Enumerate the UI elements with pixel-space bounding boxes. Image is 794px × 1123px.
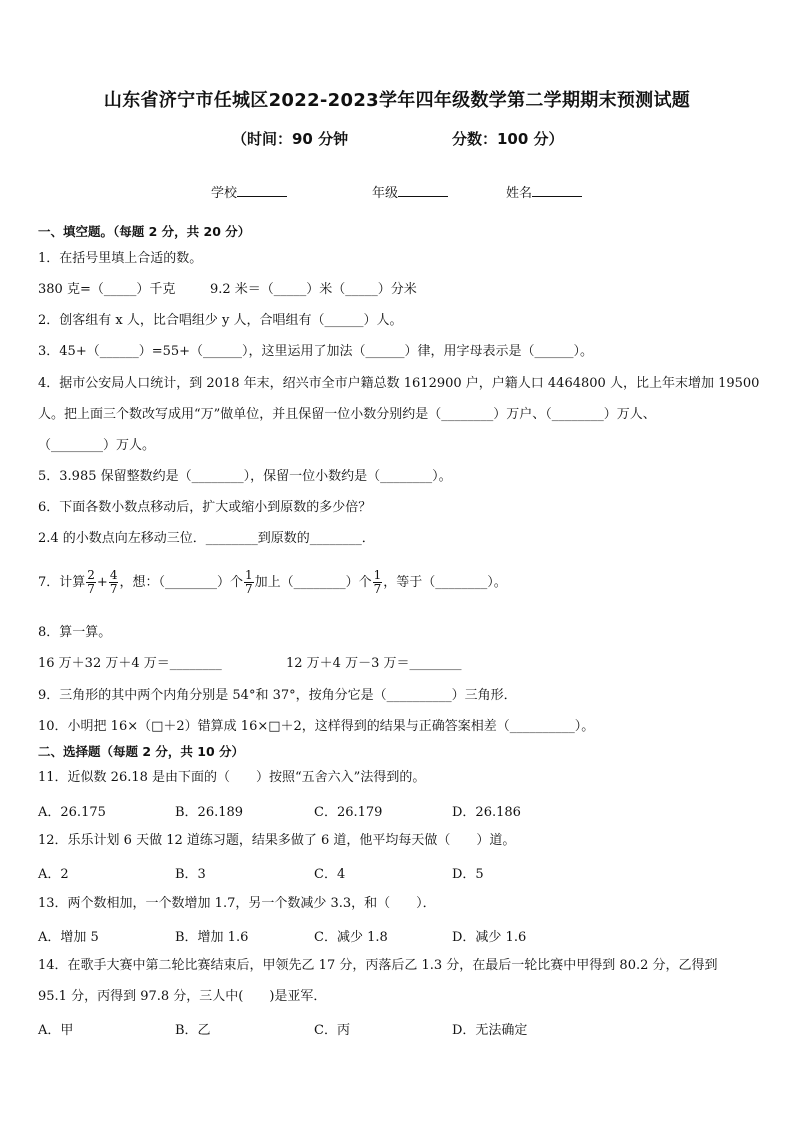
fraction-2-7: $\frac{2}{7}$ [87,568,95,596]
section-2-heading: 二、选择题（每题 2 分，共 10 分） [38,744,245,759]
question-2: 2．创客组有 x 人，比合唱组少 y 人，合唱组有（______）人。 [38,313,403,328]
question-1-stem: 1．在括号里填上合适的数。 [38,251,203,266]
q12-option-a[interactable]: A．2 [38,867,69,882]
question-8-stem: 8．算一算。 [38,625,112,640]
q12-option-b[interactable]: B．3 [175,867,206,882]
fraction-4-7: $\frac{4}{7}$ [109,568,118,596]
question-10: 10．小明把 16×（□＋2）错算成 16×□＋2，这样得到的结果与正确答案相差（__________）。 [38,719,595,734]
q13-option-b[interactable]: B．增加 1.6 [175,930,249,945]
question-7 [38,568,507,598]
q14-option-a[interactable]: A．甲 [38,1023,74,1038]
grade-blank [398,184,448,197]
q7-text-1: 7．计算 [38,575,86,590]
section-1-heading: 一、填空题。（每题 2 分，共 20 分） [38,224,251,239]
question-9: 9．三角形的其中两个内角分别是 54°和 37°，按角分它是（__________）三角形． [38,688,517,703]
q13-option-d[interactable]: D．减少 1.6 [452,930,527,945]
q13-option-a[interactable]: A．增加 5 [38,930,99,945]
name-label: 姓名 [506,186,533,201]
q12-option-d[interactable]: D．5 [452,867,484,882]
question-13-stem: 13．两个数相加，一个数增加 1.7，另一个数减少 3.3，和（ ）． [38,896,436,911]
q14-option-d[interactable]: D．无法确定 [452,1023,528,1038]
question-3: 3．45+（______）=55+（______），这里运用了加法（______）律，用字母表示是（______）。 [38,344,594,359]
q11-option-b[interactable]: B．26.189 [175,805,244,820]
q7-text-4: ，等于（________）。 [383,575,507,590]
page-title: 山东省济宁市任城区2022-2023学年四年级数学第二学期期末预测试题 [103,90,691,111]
question-14-line-2: 95.1 分，丙得到 97.8 分，三人中( )是亚军． [38,989,327,1004]
question-8-part-b: 12 万＋4 万－3 万＝________ [286,656,462,671]
school-field[interactable] [211,182,287,201]
question-6-stem: 6．下面各数小数点移动后，扩大或缩小到原数的多少倍？ [38,500,372,515]
q13-option-c[interactable]: C．减少 1.8 [314,930,388,945]
time-label: （时间：90 分钟 [232,130,349,148]
question-1-part-a: 380 克=（_____）千克 [38,282,176,297]
grade-label: 年级 [372,186,399,201]
plus-sign: + [96,575,108,590]
score-label: 分数：100 分） [452,130,564,148]
question-12-stem: 12．乐乐计划 6 天做 12 道练习题，结果多做了 6 道，他平均每天做（ ）道。 [38,833,516,848]
question-4-line-3: （________）万人。 [38,438,156,453]
question-4-line-2: 人。把上面三个数改写成用“万”做单位，并且保留一位小数分别约是（________）万户、（________）万人、 [38,407,656,422]
question-8-part-a: 16 万＋32 万＋4 万＝________ [38,656,222,671]
q14-option-b[interactable]: B．乙 [175,1023,211,1038]
q11-option-c[interactable]: C．26.179 [314,805,383,820]
school-blank [237,184,287,197]
q11-option-d[interactable]: D．26.186 [452,805,521,820]
question-11-stem: 11．近似数 26.18 是由下面的（ ）按照“五舍六入”法得到的。 [38,770,426,785]
question-5: 5．3.985 保留整数约是（________），保留一位小数约是（________）。 [38,469,452,484]
grade-field[interactable] [372,182,448,201]
q7-text-2: ，想：（________）个 [119,575,243,590]
fraction-1-7-a: $\frac{1}{7}$ [244,568,253,596]
name-field[interactable] [506,182,582,201]
q11-option-a[interactable]: A．26.175 [38,805,106,820]
q14-option-c[interactable]: C．丙 [314,1023,350,1038]
fraction-1-7-b: $\frac{1}{7}$ [373,568,382,596]
question-4-line-1: 4．据市公安局人口统计，到 2018 年末，绍兴市全市户籍总数 1612900 户，户籍人口 4464800 人，比上年末增加 19500 [38,376,760,391]
q7-text-3: 加上（________）个 [254,575,372,590]
question-14-line-1: 14．在歌手大赛中第二轮比赛结束后，甲领先乙 17 分，丙落后乙 1.3 分，在最后一轮比赛中甲得到 80.2 分，乙得到 [38,958,718,973]
q12-option-c[interactable]: C．4 [314,867,346,882]
question-6-part: 2.4 的小数点向左移动三位．________到原数的________． [38,531,375,546]
question-1-part-b: 9.2 米＝（_____）米（_____）分米 [210,282,417,297]
name-blank [532,184,582,197]
school-label: 学校 [211,186,238,201]
